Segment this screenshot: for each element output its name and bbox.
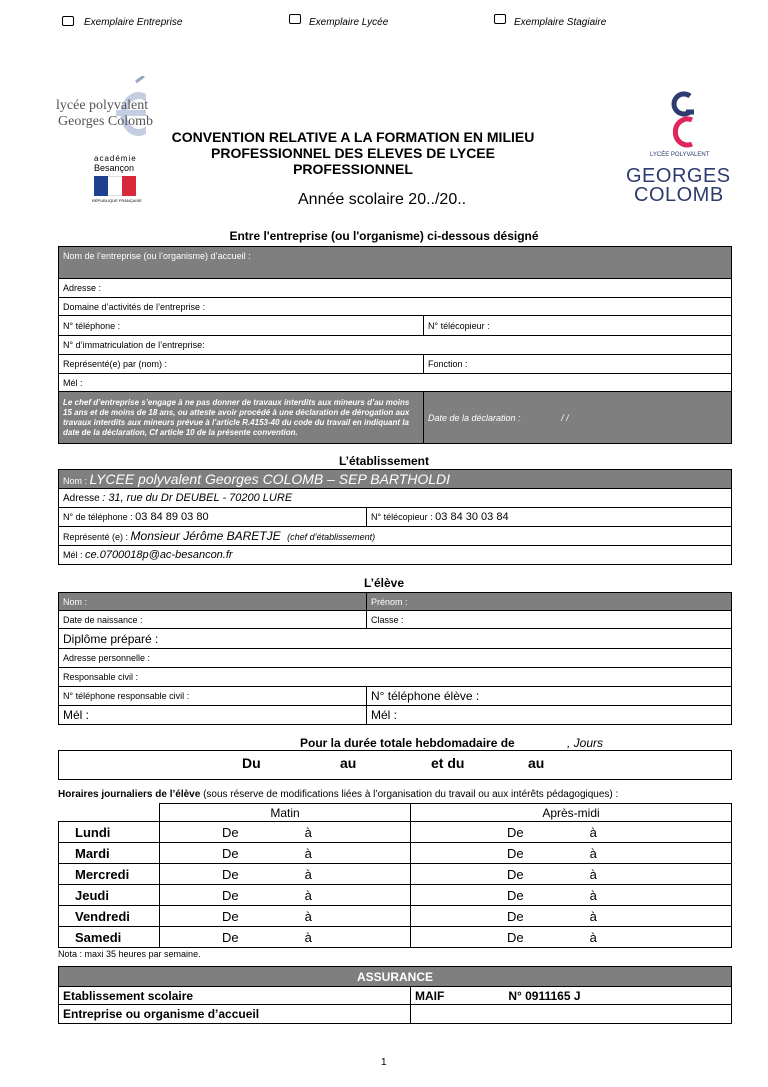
a-label: à [589,929,597,945]
de-label: De [222,929,239,945]
date-declaration-field[interactable] [424,392,732,444]
eleve-adresse-field[interactable]: Adresse personnelle : [59,649,732,668]
etab-adresse-value: : 31, rue du Dr DEUBEL - 70200 LURE [102,492,293,504]
checkbox-stagiaire[interactable] [494,14,506,24]
duree-au2: au [528,755,545,771]
duree-au: au [340,755,357,771]
logo-left-line1: lycée polyvalent [56,98,149,113]
duree-label: Pour la durée totale hebdomadaire de [300,736,515,750]
horaires-note: Nota : maxi 35 heures par semaine. [58,949,201,959]
de-label: De [507,845,524,861]
a-label: à [304,929,312,945]
eleve-tel-resp-field[interactable]: N° téléphone responsable civil : [59,687,367,706]
date-declaration-slashes: / / [561,412,569,423]
a-label: à [589,866,597,882]
de-label: De [222,866,239,882]
school-year: Année scolaire 20../20.. [298,191,467,208]
horaires-matin-header: Matin [160,804,411,822]
jeudi-apres-midi-cell[interactable] [411,885,732,906]
duree-jours: , Jours [567,736,604,750]
a-label: à [304,908,312,924]
entreprise-heading: Entre l'entreprise (ou l'organisme) ci-dessous désigné [229,229,539,243]
vendredi-matin-cell[interactable] [160,906,411,927]
de-label: De [222,845,239,861]
day-samedi: Samedi [59,927,160,948]
eleve-tel-field[interactable]: N° téléphone élève : [367,687,732,706]
etab-mel-row [59,546,732,565]
entreprise-name-field[interactable]: Nom de l’entreprise (ou l’organisme) d’accueil : [59,247,732,279]
etab-nom-row [59,470,732,489]
etab-adresse-row [59,489,732,508]
etab-tel-cell [59,508,367,527]
etab-tel-label: N° de téléphone : [63,512,133,522]
eleve-responsable-field[interactable]: Responsable civil : [59,668,732,687]
page-number: 1 [381,1057,387,1068]
entreprise-mel-field[interactable]: Mél : [59,374,732,392]
de-label: De [507,866,524,882]
assurance-maif-cell [411,987,732,1005]
samedi-matin-cell[interactable] [160,927,411,948]
a-label: à [304,866,312,882]
entreprise-tel-field[interactable]: N° téléphone : [59,316,424,336]
logo-left-line2: Georges Colomb [58,114,154,129]
a-label: à [589,845,597,861]
etab-fax-value: 03 84 30 03 84 [435,511,509,523]
horaires-corner [59,804,160,822]
de-label: De [222,908,239,924]
entreprise-adresse-field[interactable]: Adresse : [59,279,732,298]
etab-fax-cell [367,508,732,527]
title-line3: PROFESSIONNEL [293,161,413,177]
checkbox-lycee[interactable] [289,14,301,24]
etab-nom-value: LYCEE polyvalent Georges COLOMB – SEP BARTHOLDI [89,471,451,487]
entreprise-immat-field[interactable]: N° d’immatriculation de l’entreprise: [59,336,732,355]
etab-rep-label: Représenté (e) : [63,532,129,542]
samedi-apres-midi-cell[interactable] [411,927,732,948]
assurance-maif: MAIF [415,988,445,1003]
eleve-diplome-field[interactable]: Diplôme préparé : [59,629,732,649]
mercredi-matin-cell[interactable] [160,864,411,885]
lycee-logo-right [624,82,736,207]
copy-label-stagiaire: Exemplaire Stagiaire [514,17,607,28]
etab-mel-value: ce.0700018p@ac-besancon.fr [85,549,233,561]
etab-adresse-label: Adresse [63,493,100,504]
mardi-matin-cell[interactable] [160,843,411,864]
a-label: à [304,845,312,861]
duree-du: Du [242,755,261,771]
entreprise-table [58,246,732,444]
eleve-naissance-field[interactable]: Date de naissance : [59,611,367,629]
checkbox-entreprise[interactable] [62,16,74,26]
de-label: De [222,887,239,903]
a-label: à [304,887,312,903]
etab-tel-value: 03 84 89 03 80 [135,511,209,523]
duree-box [58,750,732,780]
eleve-prenom-field[interactable]: Prénom : [367,593,732,611]
academie-line2: Besançon [94,163,135,173]
document-title [148,129,558,177]
vendredi-apres-midi-cell[interactable] [411,906,732,927]
horaires-table [58,803,732,948]
de-label: De [507,824,524,840]
horaires-heading [58,789,618,800]
jeudi-matin-cell[interactable] [160,885,411,906]
a-label: à [589,887,597,903]
a-label: à [304,824,312,840]
etab-rep-role: (chef d’établissement) [287,532,376,542]
etab-mel-label: Mél : [63,550,83,560]
de-label: De [222,824,239,840]
title-line2: PROFESSIONNEL DES ELEVES DE LYCEE [211,145,495,161]
logo-right-line2: COLOMB [634,184,724,206]
mercredi-apres-midi-cell[interactable] [411,864,732,885]
entreprise-represente-field[interactable]: Représenté(e) par (nom) : [59,355,424,374]
etab-rep-row [59,527,732,546]
assurance-numero: N° 0911165 J [508,988,581,1003]
day-vendredi: Vendredi [59,906,160,927]
a-label: à [589,824,597,840]
entreprise-fonction-field[interactable]: Fonction : [424,355,732,374]
entreprise-fax-field[interactable]: N° télécopieur : [424,316,732,336]
eleve-heading: L’élève [363,576,405,590]
republique-flag-icon [94,176,136,196]
mardi-apres-midi-cell[interactable] [411,843,732,864]
horaires-apres-midi-header: Après-midi [411,804,732,822]
duree-et-du: et du [431,755,465,771]
copy-label-entreprise: Exemplaire Entreprise [84,17,183,28]
de-label: De [507,929,524,945]
logo-right-sub: LYCÉE POLYVALENT [650,152,710,158]
day-jeudi: Jeudi [59,885,160,906]
eleve-mel2-field[interactable]: Mél : [367,706,732,725]
lundi-matin-cell[interactable] [160,822,411,843]
eleve-table [58,592,732,725]
etab-rep-value: Monsieur Jérôme BARETJE [130,529,281,543]
etab-nom-label: Nom : [63,476,88,486]
a-label: à [589,908,597,924]
entreprise-domaine-field[interactable]: Domaine d’activités de l’entreprise : [59,298,732,316]
title-line1: CONVENTION RELATIVE A LA FORMATION EN MILIEU [171,129,535,145]
eleve-mel-field[interactable]: Mél : [59,706,367,725]
day-mercredi: Mercredi [59,864,160,885]
lundi-apres-midi-cell[interactable] [411,822,732,843]
assurance-table [58,966,732,1024]
assurance-entreprise-label: Entreprise ou organisme d’accueil [59,1005,411,1024]
gc-logo-icon [624,82,736,152]
logo-right-line1: GEORGES [626,165,731,187]
day-mardi: Mardi [59,843,160,864]
eleve-nom-field[interactable]: Nom : [59,593,367,611]
horaires-heading-bold: Horaires journaliers de l’élève [58,789,201,800]
horaires-heading-rest: (sous réserve de modifications liées à l’organisation du travail ou aux intérêts pédagogiques) : [200,789,619,800]
assurance-entreprise-field[interactable] [411,1005,732,1024]
entreprise-warning: Le chef d’entreprise s’engage à ne pas donner de travaux interdits aux mineurs d’au moins 15 ans et de moins de 18 ans, ou atteste avoir procédé à une déclaration de dérogation aux travaux interdits aux mineurs prévue à l’article R.4153-40 du code du travail en indiquant la date de la déclaration, Cf article 10 de la présente convention. [59,392,424,444]
etablissement-heading: L’établissement [338,454,430,468]
date-declaration-label: Date de la déclaration : [428,412,521,423]
etablissement-table [58,469,732,565]
assurance-etab-label: Etablissement scolaire [59,987,411,1005]
eleve-classe-field[interactable]: Classe : [367,611,732,629]
assurance-heading: ASSURANCE [59,967,732,987]
de-label: De [507,908,524,924]
republique-label: RÉPUBLIQUE FRANÇAISE [92,198,142,203]
de-label: De [507,887,524,903]
academie-line1: académie [94,154,137,163]
etab-fax-label: N° télécopieur : [371,512,433,522]
day-lundi: Lundi [59,822,160,843]
copy-label-lycee: Exemplaire Lycée [309,17,389,28]
